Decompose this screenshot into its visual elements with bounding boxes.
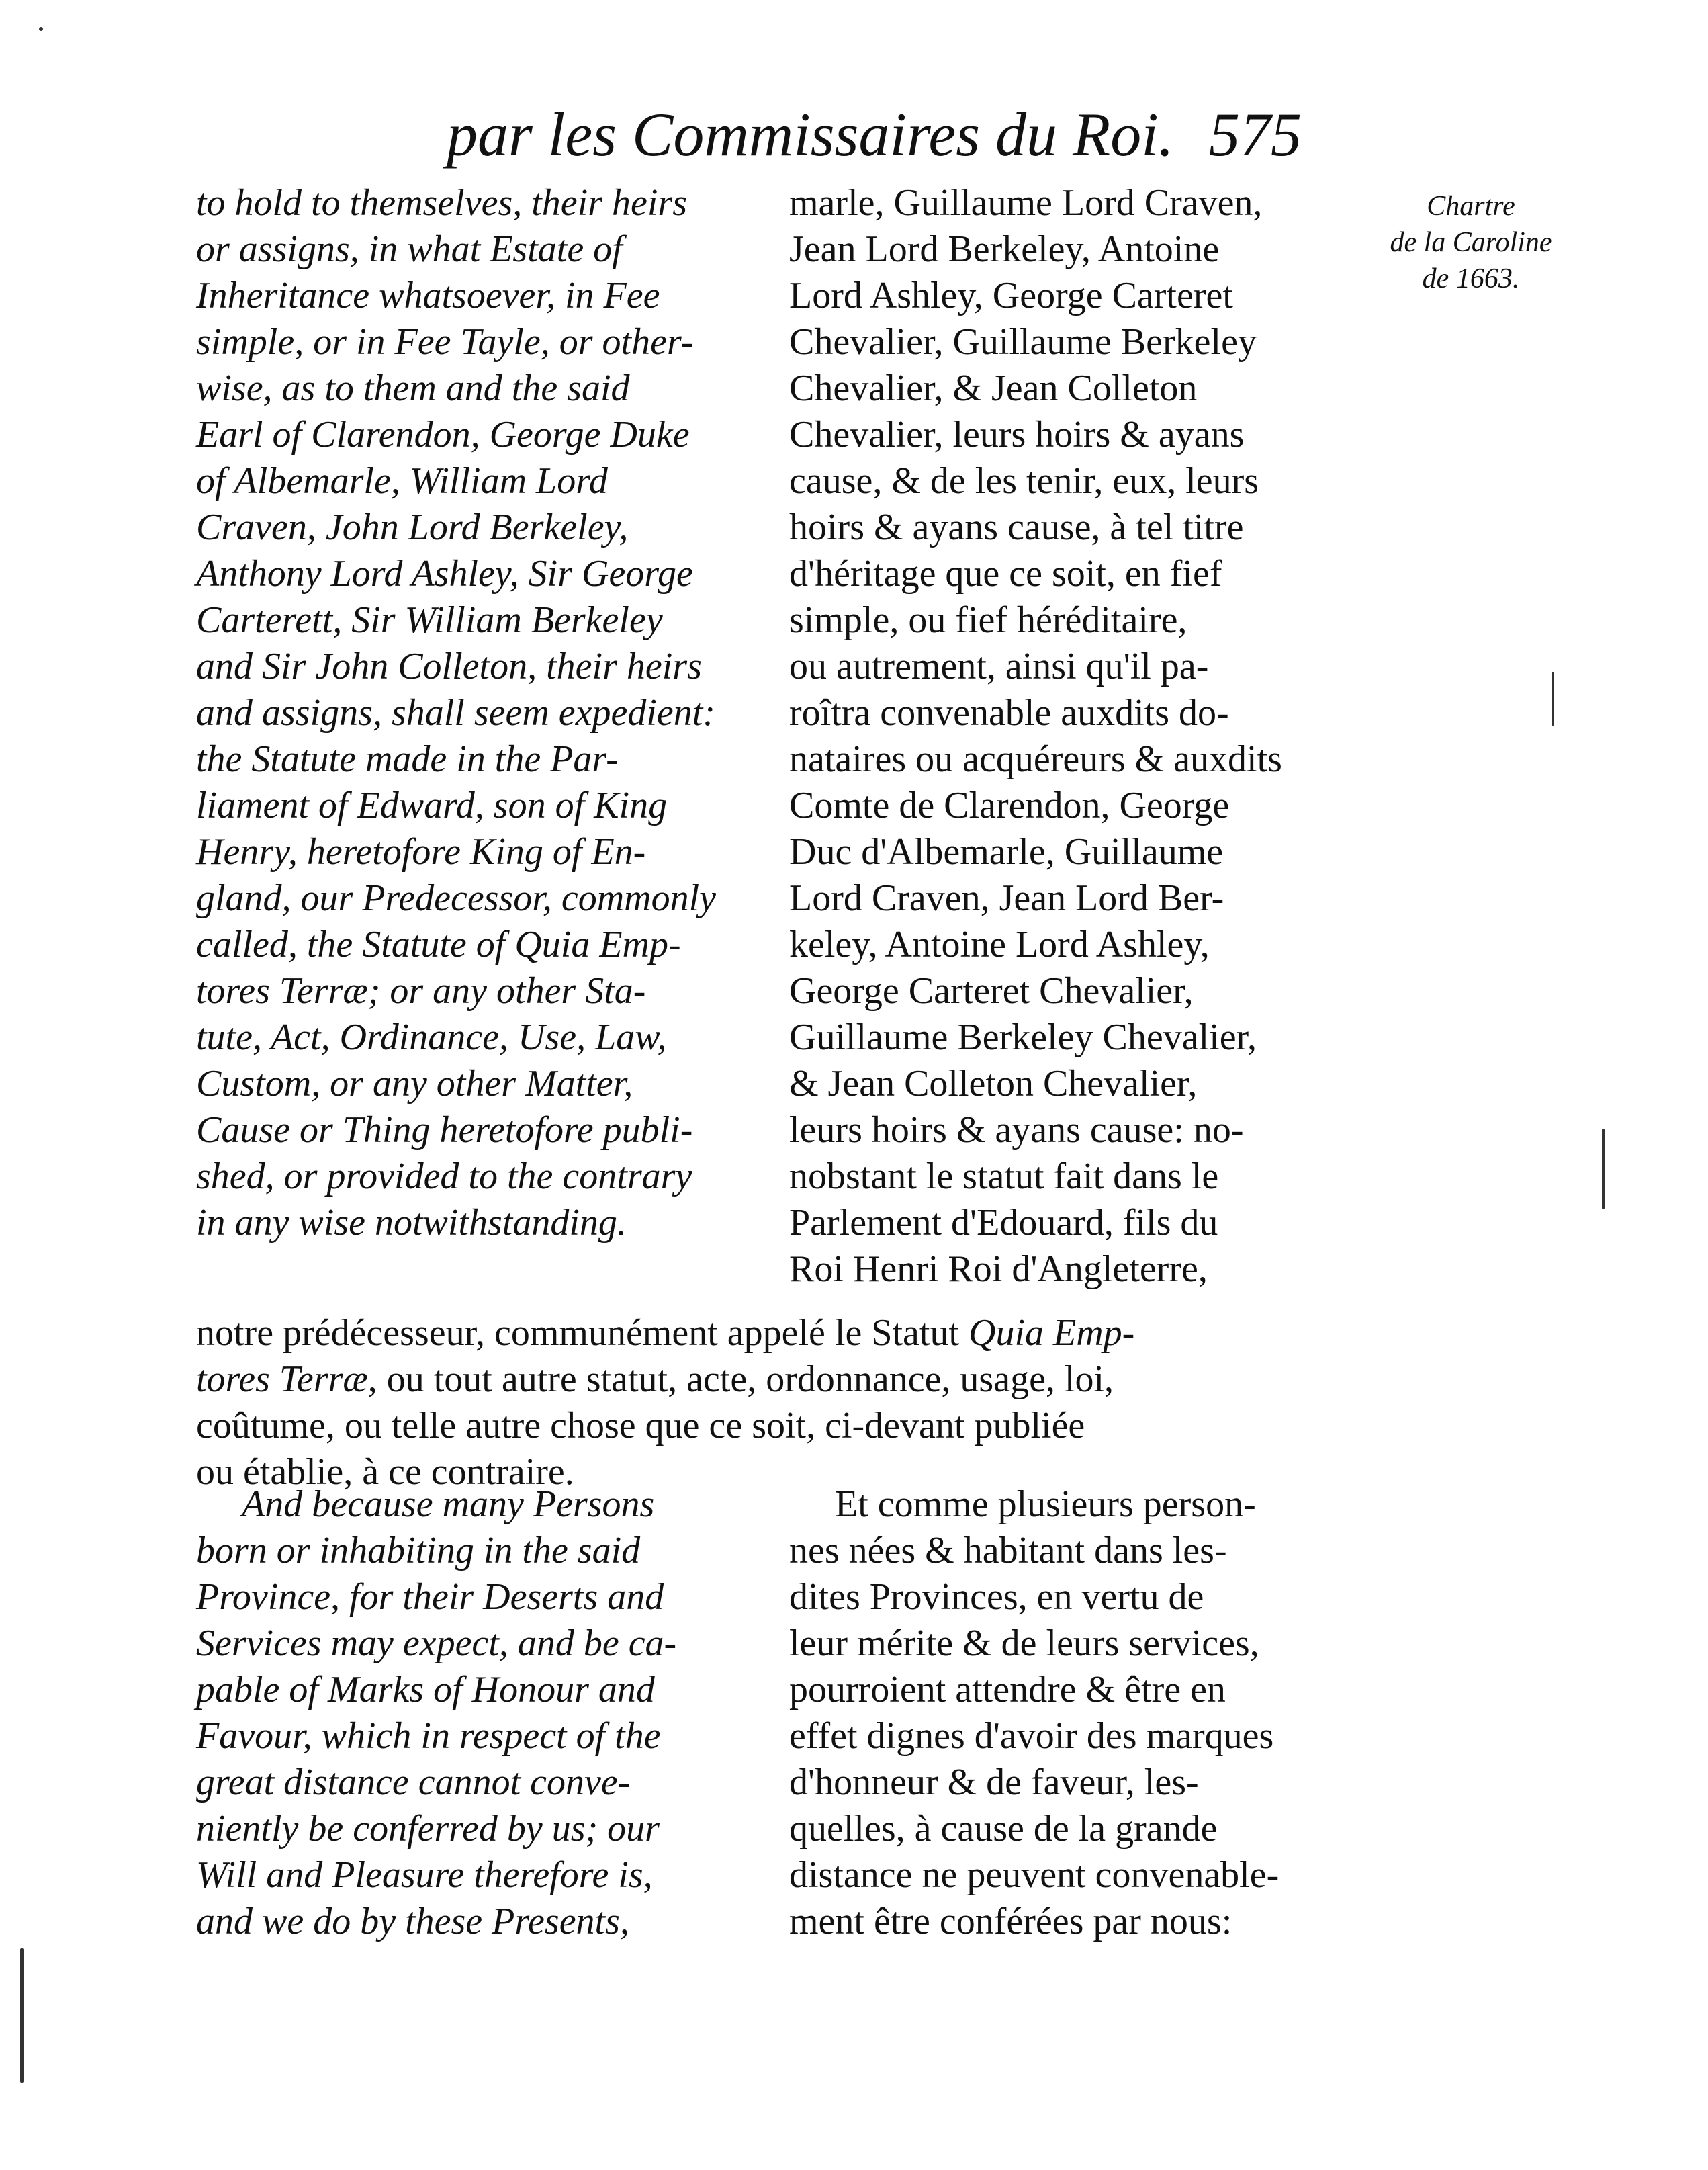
text-line: hoirs & ayans cause, à tel titre: [789, 507, 1244, 548]
text-line: wise, as to them and the said: [196, 367, 630, 409]
text-line: Jean Lord Berkeley, Antoine: [789, 228, 1220, 270]
text-line: simple, or in Fee Tayle, or other-: [196, 321, 694, 363]
text-line: [196, 1310, 1350, 1356]
text-line: d'héritage que ce soit, en fief: [789, 553, 1222, 595]
text-run: coûtume, ou telle autre chose que ce soit, ci-devant publiée: [196, 1405, 1085, 1446]
text-line: roîtra convenable auxdits do-: [789, 692, 1229, 734]
full-width-paragraph: [196, 1310, 1350, 1495]
running-title: par les Commissaires du Roi.: [447, 100, 1174, 169]
text-line: Comte de Clarendon, George: [789, 785, 1230, 826]
margin-note-line: de la Caroline: [1390, 227, 1552, 258]
text-run: notre prédécesseur, communément appelé le Statut: [196, 1312, 969, 1354]
text-line: simple, ou fief héréditaire,: [789, 599, 1187, 641]
text-line: born or inhabiting in the said: [196, 1530, 641, 1571]
text-line: great distance cannot conve-: [196, 1762, 631, 1803]
scan-speck: [1602, 1129, 1605, 1209]
text-line: Chevalier, leurs hoirs & ayans: [789, 414, 1245, 455]
italic-run: tores Terræ: [196, 1358, 368, 1400]
text-line: and assigns, shall seem expedient:: [196, 692, 715, 734]
text-line: pourroient attendre & être en: [789, 1669, 1226, 1710]
text-line: the Statute made in the Par-: [196, 738, 619, 780]
text-line: Carterett, Sir William Berkeley: [196, 599, 663, 641]
text-line: Will and Pleasure therefore is,: [196, 1854, 653, 1896]
text-line: Province, for their Deserts and: [196, 1576, 664, 1618]
page-number: 575: [1209, 100, 1302, 169]
text-line: Lord Ashley, George Carteret: [789, 275, 1233, 316]
text-run: ou établie, à ce contraire.: [196, 1451, 574, 1493]
page-header: [0, 94, 1708, 188]
text-line: Chevalier, Guillaume Berkeley: [789, 321, 1257, 363]
text-line: Guillaume Berkeley Chevalier,: [789, 1016, 1257, 1058]
french-column-bottom: [789, 1481, 1347, 1945]
margin-note-line: de 1663.: [1422, 263, 1520, 294]
text-line: [196, 1403, 1350, 1449]
scan-speck: [20, 1948, 24, 2083]
text-line: Duc d'Albemarle, Guillaume: [789, 831, 1224, 873]
text-line: Services may expect, and be ca-: [196, 1622, 677, 1664]
margin-note: [1370, 188, 1572, 297]
text-line: And because many Persons: [242, 1483, 655, 1525]
french-column-top: [789, 180, 1347, 1293]
text-line: and we do by these Presents,: [196, 1901, 629, 1942]
text-line: Lord Craven, Jean Lord Ber-: [789, 877, 1224, 919]
text-line: Custom, or any other Matter,: [196, 1063, 633, 1104]
text-line: nobstant le statut fait dans le: [789, 1156, 1219, 1197]
text-line: George Carteret Chevalier,: [789, 970, 1194, 1012]
text-line: Favour, which in respect of the: [196, 1715, 661, 1757]
text-run: , ou tout autre statut, acte, ordonnance, usage, loi,: [367, 1358, 1114, 1400]
text-line: Roi Henri Roi d'Angleterre,: [789, 1248, 1208, 1290]
text-line: leur mérite & de leurs services,: [789, 1622, 1259, 1664]
scan-speck: [1552, 672, 1554, 726]
text-line: tores Terræ; or any other Sta-: [196, 970, 646, 1012]
english-column-top: [196, 180, 754, 1246]
text-line: Anthony Lord Ashley, Sir George: [196, 553, 693, 595]
text-line: liament of Edward, son of King: [196, 785, 668, 826]
text-line: gland, our Predecessor, commonly: [196, 877, 717, 919]
text-line: Cause or Thing heretofore publi-: [196, 1109, 693, 1151]
text-line: Et comme plusieurs person-: [835, 1483, 1256, 1525]
margin-note-line: Chartre: [1427, 191, 1515, 222]
text-line: ou autrement, ainsi qu'il pa-: [789, 646, 1209, 687]
text-line: Craven, John Lord Berkeley,: [196, 507, 629, 548]
text-line: tute, Act, Ordinance, Use, Law,: [196, 1016, 667, 1058]
text-line: ment être conférées par nous:: [789, 1901, 1232, 1942]
text-line: cause, & de les tenir, eux, leurs: [789, 460, 1259, 502]
text-line: called, the Statute of Quia Emp-: [196, 924, 681, 965]
text-line: & Jean Colleton Chevalier,: [789, 1063, 1198, 1104]
text-line: dites Provinces, en vertu de: [789, 1576, 1204, 1618]
text-line: quelles, à cause de la grande: [789, 1808, 1218, 1850]
text-line: keley, Antoine Lord Ashley,: [789, 924, 1210, 965]
text-line: Parlement d'Edouard, fils du: [789, 1202, 1218, 1244]
scan-speck: [39, 27, 43, 31]
text-line: Chevalier, & Jean Colleton: [789, 367, 1198, 409]
text-line: marle, Guillaume Lord Craven,: [789, 182, 1263, 224]
text-line: nataires ou acquéreurs & auxdits: [789, 738, 1282, 780]
text-line: to hold to themselves, their heirs: [196, 182, 688, 224]
text-line: [196, 1356, 1350, 1403]
text-line: shed, or provided to the contrary: [196, 1156, 692, 1197]
text-line: and Sir John Colleton, their heirs: [196, 646, 702, 687]
text-line: or assigns, in what Estate of: [196, 228, 623, 270]
italic-run: Quia Emp-: [969, 1312, 1135, 1354]
text-line: of Albemarle, William Lord: [196, 460, 608, 502]
text-line: nes nées & habitant dans les-: [789, 1530, 1227, 1571]
text-line: pable of Marks of Honour and: [196, 1669, 655, 1710]
text-line: Henry, heretofore King of En-: [196, 831, 646, 873]
text-line: in any wise notwithstanding.: [196, 1202, 627, 1244]
text-line: Earl of Clarendon, George Duke: [196, 414, 690, 455]
text-line: effet dignes d'avoir des marques: [789, 1715, 1274, 1757]
english-column-bottom: [196, 1481, 754, 1945]
text-line: leurs hoirs & ayans cause: no-: [789, 1109, 1244, 1151]
text-line: niently be conferred by us; our: [196, 1808, 660, 1850]
text-line: distance ne peuvent convenable-: [789, 1854, 1279, 1896]
text-line: d'honneur & de faveur, les-: [789, 1762, 1199, 1803]
text-line: Inheritance whatsoever, in Fee: [196, 275, 660, 316]
